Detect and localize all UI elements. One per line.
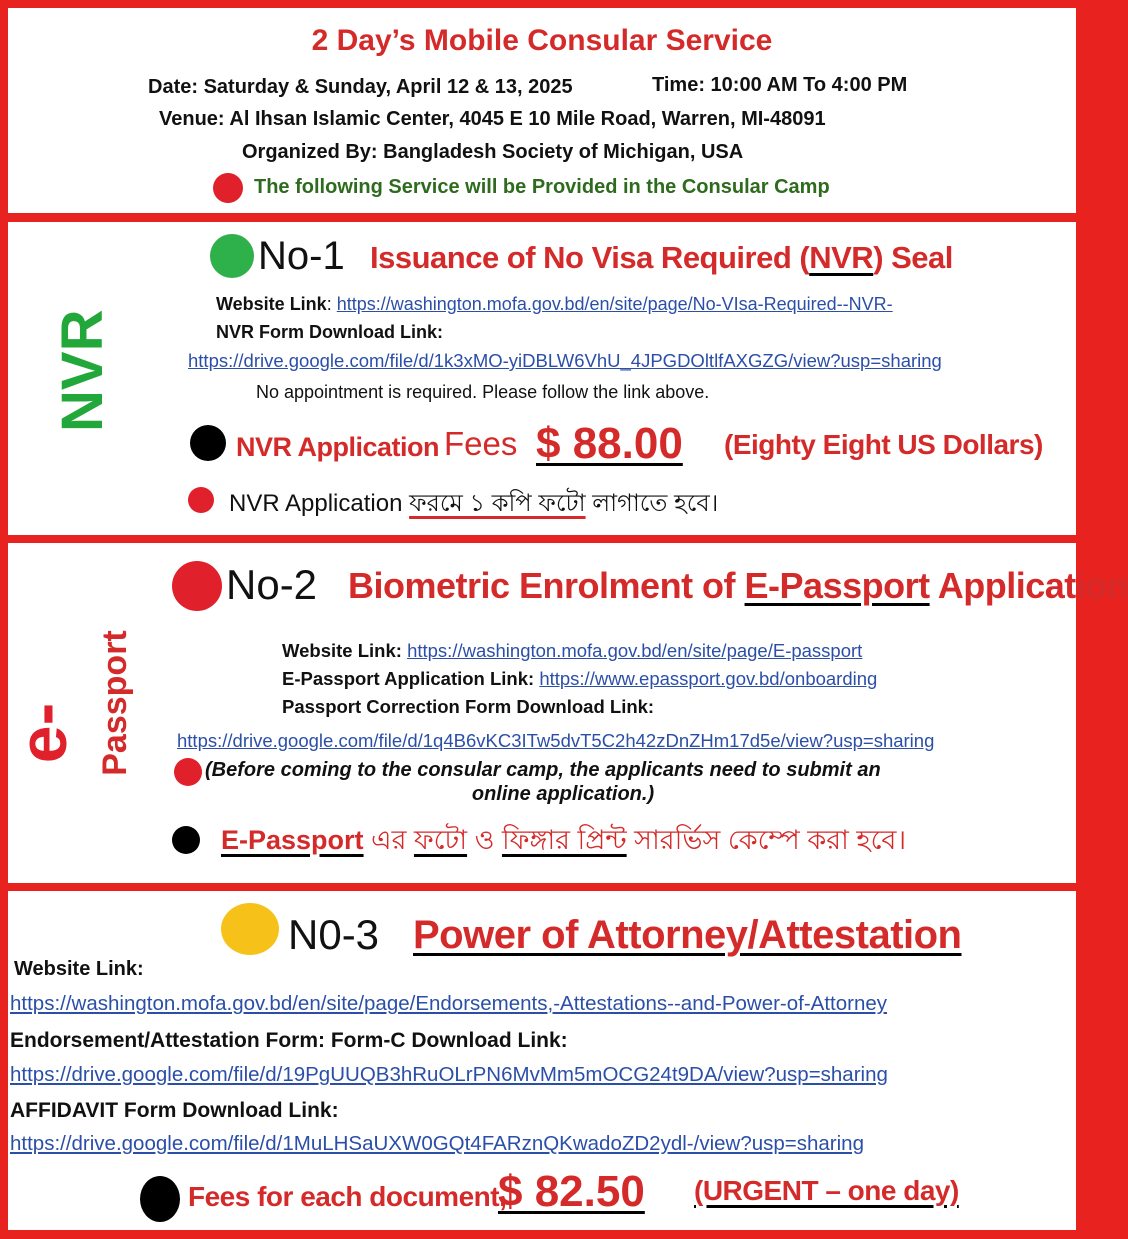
- event-date: Date: Saturday & Sunday, April 12 & 13, 2025: [148, 76, 573, 98]
- red-bullet-icon: [188, 487, 214, 513]
- nvr-fee-word: Fees: [444, 425, 518, 462]
- nvr-appointment-note: No appointment is required. Please follow the link above.: [256, 382, 710, 402]
- epassport-title-post: Application: [929, 565, 1128, 606]
- red-bullet-icon: [172, 561, 222, 611]
- epassport-app-label: E-Passport Application Link:: [282, 668, 535, 689]
- epassport-bn-photo: ফটো: [413, 825, 468, 855]
- nvr-title-abbr: NVR: [809, 240, 874, 275]
- epassport-website-row: [282, 640, 862, 662]
- nvr-title-post: ) Seal: [873, 240, 953, 275]
- epassport-number: No-2: [226, 561, 318, 608]
- nvr-website-row: [216, 294, 893, 315]
- poa-website-label: Website Link:: [14, 958, 144, 980]
- epassport-note-line1: (Before coming to the consular camp, the applicants need to submit an: [205, 759, 881, 781]
- epassport-title: [348, 565, 1128, 607]
- epassport-bn-a: E-Passport: [221, 825, 364, 855]
- yellow-bullet-icon: [221, 903, 279, 955]
- nvr-side-label: NVR: [50, 309, 115, 432]
- black-bullet-icon: [172, 826, 200, 854]
- epassport-website-label: Website Link:: [282, 640, 402, 661]
- poa-section: [8, 891, 1076, 1230]
- red-bullet-icon: [174, 758, 202, 786]
- nvr-website-link[interactable]: https://washington.mofa.gov.bd/en/site/page/No-VIsa-Required--NVR-: [336, 294, 893, 314]
- event-time: Time: 10:00 AM To 4:00 PM: [652, 74, 908, 96]
- epassport-app-link[interactable]: https://www.epassport.gov.bd/onboarding: [539, 668, 878, 689]
- poa-formc-link[interactable]: https://drive.google.com/file/d/19PgUUQB3hRuOLrPN6MvMm5mOCG24t9DA/view?usp=sharing: [10, 1063, 888, 1086]
- epassport-bn-b: এর: [363, 825, 414, 855]
- poa-formc-label: Endorsement/Attestation Form: Form-C Download Link:: [10, 1029, 568, 1052]
- nvr-photo-note: [229, 485, 718, 525]
- poa-affidavit-label: AFFIDAVIT Form Download Link:: [10, 1099, 339, 1122]
- nvr-title: [370, 240, 953, 276]
- epassport-title-underlined: E-Passport: [744, 565, 930, 606]
- epassport-bn-f: সারর্ভিস কেম্পে করা হবে।: [626, 825, 907, 855]
- black-bullet-icon: [190, 425, 226, 461]
- epassport-bn-note: [221, 820, 906, 865]
- epassport-side-label-e: e-: [5, 702, 81, 764]
- nvr-fee-words: (Eighty Eight US Dollars): [724, 429, 1043, 460]
- nvr-website-label: Website Link: [216, 294, 327, 314]
- epassport-section: [5, 543, 1128, 883]
- epassport-note-line2: online application.): [471, 783, 655, 805]
- page-title: 2 Day’s Mobile Consular Service: [311, 24, 773, 57]
- nvr-photo-note-en: NVR Application: [229, 490, 403, 517]
- epassport-correction-link[interactable]: https://drive.google.com/file/d/1q4B6vKC3ITw5dvT5C2h42zDnZHm17d5e/view?usp=sharing: [177, 730, 935, 751]
- header-panel: [8, 8, 1076, 213]
- poa-fee-label: Fees for each document,: [188, 1181, 507, 1212]
- epassport-bn-d: ও: [467, 825, 502, 855]
- epassport-bn-fingerprint: ফিঙ্গার প্রিন্ট: [501, 825, 627, 855]
- epassport-side-label-passport: Passport: [96, 630, 134, 776]
- nvr-form-link[interactable]: https://drive.google.com/file/d/1k3xMO-yiDBLW6VhU_4JPGDOltlfAXGZG/view?usp=sharing: [188, 350, 942, 371]
- black-bullet-icon: [140, 1176, 180, 1222]
- green-bullet-icon: [210, 234, 254, 278]
- epassport-app-row: [282, 668, 877, 690]
- red-bullet-icon: [213, 173, 243, 203]
- nvr-fee-label: NVR Application: [236, 432, 440, 462]
- nvr-number: No-1: [258, 234, 345, 278]
- poa-website-link[interactable]: https://washington.mofa.gov.bd/en/site/page/Endorsements,-Attestations--and-Power-of-Attorney: [10, 992, 888, 1015]
- epassport-website-link[interactable]: https://washington.mofa.gov.bd/en/site/page/E-passport: [407, 640, 863, 661]
- poa-fee-amount: $ 82.50: [498, 1167, 645, 1216]
- nvr-photo-note-bn-rest: লাগাতে হবে।: [585, 490, 719, 517]
- services-note: The following Service will be Provided in the Consular Camp: [254, 176, 830, 198]
- poa-title: Power of Attorney/Attestation: [413, 913, 962, 957]
- epassport-title-pre: Biometric Enrolment of: [348, 565, 745, 606]
- nvr-photo-note-bn-underlined: ফরমে ১ কপি ফটো: [409, 490, 586, 517]
- poa-number: N0-3: [288, 911, 380, 958]
- nvr-website-sep: :: [326, 294, 337, 314]
- event-organizer: Organized By: Bangladesh Society of Michigan, USA: [242, 141, 744, 163]
- poa-affidavit-link[interactable]: https://drive.google.com/file/d/1MuLHSaUXW0GQt4FARznQKwadoZD2ydl-/view?usp=sharing: [10, 1132, 864, 1155]
- nvr-title-pre: Issuance of No Visa Required (: [370, 240, 810, 275]
- poa-fee-note: (URGENT – one day): [694, 1175, 959, 1206]
- nvr-section: [8, 222, 1076, 535]
- nvr-form-label: NVR Form Download Link:: [216, 322, 443, 342]
- epassport-correction-label: Passport Correction Form Download Link:: [282, 696, 655, 717]
- nvr-fee-amount: $ 88.00: [536, 419, 683, 468]
- event-venue: Venue: Al Ihsan Islamic Center, 4045 E 10 Mile Road, Warren, MI-48091: [159, 108, 826, 130]
